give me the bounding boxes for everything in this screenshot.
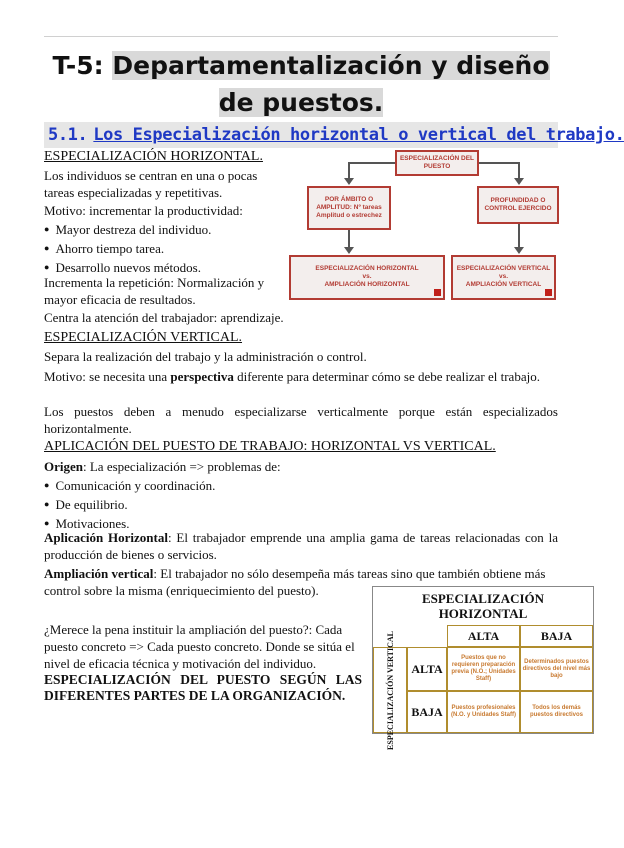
arrow-down-icon xyxy=(344,178,354,185)
diagram-box-top: ESPECIALIZACIÓN DEL PUESTO xyxy=(395,150,479,176)
top-rule xyxy=(44,36,558,37)
esp-horizontal-p1: Los individuos se centran en una o pocas tareas especializadas y repetitivas. xyxy=(44,168,258,200)
row-header-baja: BAJA xyxy=(407,691,447,733)
table-cell: Todos los demás puestos directivos xyxy=(520,691,593,733)
list-item: ● De equilibrio. xyxy=(44,496,344,515)
connector-line xyxy=(348,162,395,164)
title-line2: de puestos. xyxy=(218,88,384,117)
box-line: AMPLIACIÓN VERTICAL xyxy=(465,281,542,288)
text-span: : El trabajador no sólo desempeña más tareas sino que también obtiene más control sobre la misma (enriquecimiento del puesto). xyxy=(44,566,546,598)
arrow-down-icon xyxy=(514,178,524,185)
bold-span: Aplicación Horizontal xyxy=(44,530,168,545)
list-item: ● Ahorro tiempo tarea. xyxy=(44,240,284,259)
esp-horizontal-p2: Incrementa la repetición: Normalización y mayor eficacia de resultados. xyxy=(44,275,265,307)
arrow-down-icon xyxy=(344,247,354,254)
esp-horizontal-motivo: Motivo: incrementar la productividad: xyxy=(44,203,243,218)
list-item: ● Comunicación y coordinación. xyxy=(44,477,344,496)
section-number: 5.1. xyxy=(48,125,88,145)
diagram-box-vertical xyxy=(451,255,556,300)
esp-vertical-p2: Los puestos deben a menudo especializarse verticalmente porque están especializados horizontalmente. xyxy=(44,404,558,436)
red-square-icon xyxy=(545,289,552,296)
text-span: Motivo: se necesita una xyxy=(44,369,171,384)
text-span: diferente para determinar cómo se debe realizar el trabajo. xyxy=(233,369,540,384)
esp-vertical-p1: Separa la realización del trabajo y la administración o control. xyxy=(44,349,367,364)
final-paragraph: ESPECIALIZACIÓN DEL PUESTO SEGÚN LAS DIFERENTES PARTES DE LA ORGANIZACIÓN. xyxy=(44,672,362,703)
bold-span: Origen xyxy=(44,459,83,474)
table-header: ESPECIALIZACIÓN HORIZONTAL xyxy=(421,591,545,621)
connector-line xyxy=(518,224,520,248)
row-header-alta: ALTA xyxy=(407,647,447,691)
diagram-box-amplitud: POR ÁMBITO O AMPLITUD: Nº tareas Amplitud o estrechez xyxy=(307,186,391,230)
bold-span: perspectiva xyxy=(170,369,234,384)
origen-line xyxy=(44,458,558,475)
title-main: Departamentalización y diseño xyxy=(112,51,550,80)
section-title: Los Especialización horizontal o vertical del trabajo. xyxy=(93,125,624,145)
esp-vertical-motivo xyxy=(44,368,558,385)
heading-esp-vertical: ESPECIALIZACIÓN VERTICAL. xyxy=(44,330,243,345)
connector-line xyxy=(479,162,519,164)
list-item: ● Mayor destreza del individuo. xyxy=(44,221,284,240)
heading-esp-horizontal: ESPECIALIZACIÓN HORIZONTAL. xyxy=(44,149,263,164)
box-line: vs. xyxy=(498,273,509,280)
page-title xyxy=(44,47,558,121)
col-header-alta: ALTA xyxy=(447,625,520,647)
table-cell: Puestos que no requieren preparación previa (N.O.; Unidades Staff) xyxy=(447,647,520,691)
row-label-cell xyxy=(373,630,407,750)
diagram-box-horizontal xyxy=(289,255,445,300)
list-item: ● Desarrollo nuevos métodos. xyxy=(44,259,284,278)
box-line: ESPECIALIZACIÓN HORIZONTAL xyxy=(315,265,419,272)
list-item: ● Motivaciones. xyxy=(44,515,344,534)
box-line: vs. xyxy=(362,273,372,280)
text-span: : La especialización => problemas de: xyxy=(83,459,281,474)
bold-span: Ampliación vertical xyxy=(44,566,154,581)
esp-horizontal-bullets xyxy=(44,221,284,278)
arrow-down-icon xyxy=(514,247,524,254)
especializacion-diagram xyxy=(289,150,556,300)
box-line: AMPLIACIÓN HORIZONTAL xyxy=(324,281,410,288)
red-square-icon xyxy=(434,289,441,296)
table-cell: Determinados puestos directivos del nivel más bajo xyxy=(520,647,593,691)
aplicacion-horizontal xyxy=(44,529,558,563)
heading-aplicacion: APLICACIÓN DEL PUESTO DE TRABAJO: HORIZONTAL VS VERTICAL. xyxy=(44,439,496,454)
diagram-box-profundidad: PROFUNDIDAD O CONTROL EJERCIDO xyxy=(477,186,559,224)
row-label: ESPECIALIZACIÓN VERTICAL xyxy=(385,630,395,750)
pregunta-paragraph: ¿Merece la pena instituir la ampliación del puesto?: Cada puesto concreto => Cada puesto concreto. Donde se sitúa el nivel de eficacia técnica y motivación del individuo. xyxy=(44,622,355,671)
esp-horizontal-p3: Centra la atención del trabajador: aprendizaje. xyxy=(44,310,284,325)
connector-line xyxy=(348,230,350,248)
table-cell: Puestos profesionales (N.O. y Unidades Staff) xyxy=(447,691,520,733)
col-header-baja: BAJA xyxy=(520,625,593,647)
origen-bullets xyxy=(44,477,344,534)
section-heading xyxy=(44,122,624,148)
especializacion-table xyxy=(372,586,594,750)
text-span: : El trabajador emprende una amplia gama de tareas relacionadas con la producción de bienes o servicios. xyxy=(44,530,558,562)
box-line: ESPECIALIZACIÓN VERTICAL xyxy=(456,265,551,272)
title-prefix: T-5: xyxy=(52,51,104,80)
